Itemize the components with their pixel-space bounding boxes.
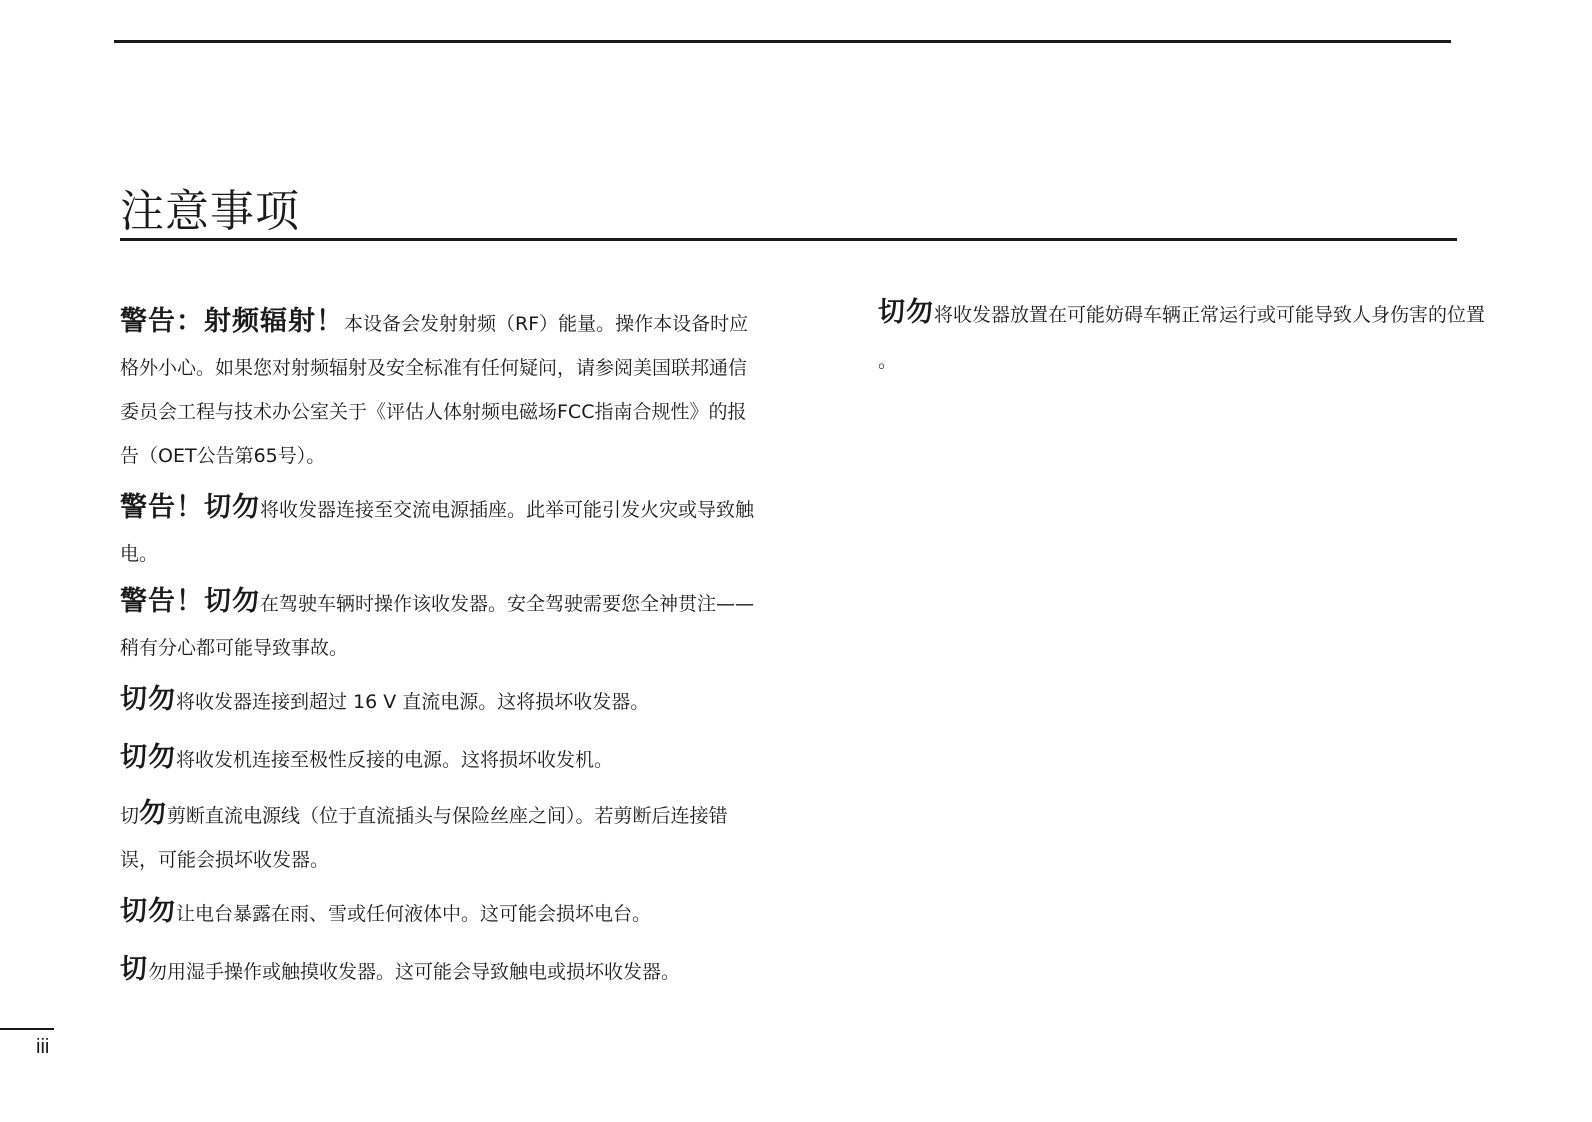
caution-body: 勿用湿手操作或触摸收发器。这可能会导致触电或损坏收发器。 [148, 961, 681, 983]
caution-lead: 勿 [139, 798, 168, 829]
warning-body: 将收发器连接至交流电源插座。此举可能引发火灾或导致触电。 [120, 499, 755, 565]
ac-outlet-warning [120, 486, 760, 576]
caution-body: 将收发器连接到超过 16 V 直流电源。这将损坏收发器。 [176, 691, 650, 713]
caution-lead: 切 [120, 954, 148, 985]
warning-lead: 警告：射频辐射！ [120, 306, 344, 337]
header-rule [114, 40, 1451, 43]
over-voltage-caution [120, 678, 760, 724]
caution-body: 剪断直流电源线（位于直流插头与保险丝座之间）。若剪断后连接错误，可能会损坏收发器。 [120, 805, 728, 871]
footer-rule [0, 1028, 54, 1030]
warning-body: 在驾驶车辆时操作该收发器。安全驾驶需要您全神贯注——稍有分心都可能导致事故。 [120, 593, 755, 659]
rf-radiation-warning [120, 300, 760, 478]
caution-body: 将收发机连接至极性反接的电源。这将损坏收发机。 [176, 749, 614, 771]
caution-lead: 切勿 [120, 684, 176, 715]
caution-lead: 切勿 [878, 297, 934, 328]
reverse-polarity-caution [120, 736, 760, 782]
placement-caution [878, 290, 1578, 338]
wet-hands-caution [120, 948, 760, 994]
caution-lead: 切勿 [120, 896, 176, 927]
warning-lead: 警告！切勿 [120, 586, 260, 617]
cut-cable-caution [120, 792, 760, 882]
rain-exposure-caution [120, 890, 760, 936]
caution-body: 将收发器放置在可能妨碍车辆正常运行或可能导致人身伤害的位置 [934, 304, 1486, 326]
left-column [120, 300, 760, 994]
caution-body: 让电台暴露在雨、雪或任何液体中。这可能会损坏电台。 [176, 903, 652, 925]
driving-warning [120, 580, 760, 670]
caution-lead: 切勿 [120, 742, 176, 773]
warning-body: 本设备会发射射频（RF）能量。操作本设备时应格外小心。如果您对射频辐射及安全标准有任何疑问，请参阅美国联邦通信委员会工程与技术办公室关于《评估人体射频电磁场FCC指南合规性》的报告（OET公告第65号）。 [120, 313, 749, 467]
page-title: 注意事项 [120, 186, 300, 237]
right-column [878, 290, 1578, 384]
placement-caution-end: 。 [878, 350, 898, 372]
title-underline [120, 238, 1457, 241]
caution-lead-prefix: 切 [120, 805, 140, 827]
page-number: iii [36, 1036, 50, 1058]
warning-lead: 警告！切勿 [120, 492, 260, 523]
